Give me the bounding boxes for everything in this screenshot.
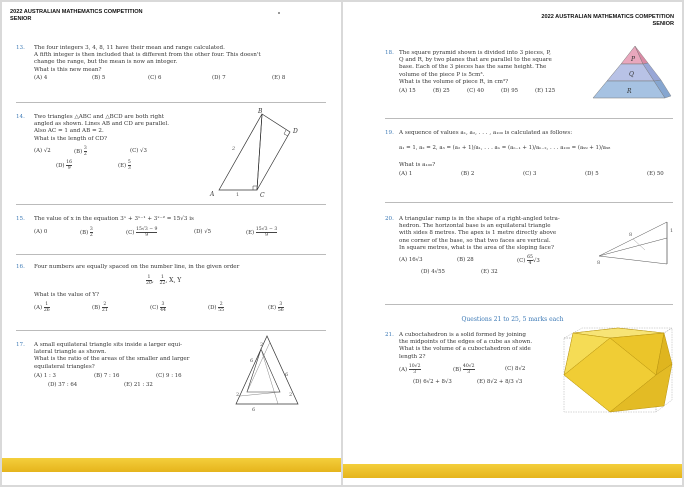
tetrahedron-ramp-diagram <box>593 216 675 270</box>
number-sequence: $\frac{1}{20}$ , $\frac{1}{22}$ , X, Y <box>146 275 182 287</box>
option-a[interactable]: (A) $\frac{1}{26}$ <box>34 302 50 314</box>
question-text: Q and R, by two planes that are parallel to the square <box>399 57 552 64</box>
option-d[interactable]: (D) 95 <box>501 88 519 95</box>
question-20 <box>385 216 595 276</box>
option-b[interactable]: (B) 2 <box>461 170 475 177</box>
option-b[interactable]: (B) $\frac{40√2}{3}$ <box>453 363 475 375</box>
option-e[interactable]: (E) 21 : 32 <box>124 381 153 388</box>
option-a[interactable]: (A) √2 <box>34 147 51 154</box>
question-text: In square metres, what is the area of the sloping face? <box>399 244 554 251</box>
question-13 <box>16 45 326 82</box>
question-number: 13. <box>16 45 25 51</box>
question-text: change the range, but the mean is now an integer. <box>34 59 178 66</box>
question-14 <box>16 114 206 171</box>
option-c[interactable]: (C) 3 <box>523 170 537 177</box>
question-text: lateral triangle as shown. <box>34 349 107 356</box>
option-e[interactable]: (E) 32 <box>481 269 498 276</box>
option-b[interactable]: (B) $\frac{3}{2}$ <box>80 227 93 239</box>
option-e[interactable]: (E) 8 <box>272 74 286 81</box>
division-label: SENIOR <box>652 20 674 27</box>
footer-band <box>2 458 341 472</box>
question-number: 19. <box>385 130 394 136</box>
question-text: with sides 8 metres. The apex is 1 metre directly above <box>399 230 557 237</box>
length-label: 8 <box>629 232 633 238</box>
option-c[interactable]: (C) 9 : 16 <box>156 372 182 379</box>
question-number: 21. <box>385 332 394 338</box>
page-right <box>343 2 682 485</box>
footer-band <box>343 464 682 478</box>
option-d[interactable]: (D) 37 : 64 <box>48 381 78 388</box>
question-text: What is the ratio of the areas of the smaller and larger <box>34 356 190 363</box>
question-text: What is the length of CD? <box>34 135 107 142</box>
option-d[interactable]: (D) $\frac{16}{9}$ <box>56 159 73 171</box>
question-text: A triangular ramp is in the shape of a right-angled tetra- <box>399 216 560 222</box>
question-text: one corner of the base, so that two faces are vertical. <box>399 237 551 244</box>
option-c[interactable]: (C) $\frac{15√3 - 9}{9}$ <box>126 227 158 239</box>
label-q: Q <box>629 71 634 78</box>
question-text: What is the value of Y? <box>34 292 99 299</box>
question-18 <box>385 50 585 95</box>
construction-line <box>261 349 278 404</box>
question-19 <box>385 130 675 178</box>
option-a[interactable]: (A) $\frac{10√2}{3}$ <box>399 363 421 375</box>
question-number: 18. <box>385 50 394 56</box>
pyramid-diagram <box>583 42 673 104</box>
triangle-bcd <box>257 114 290 190</box>
option-e[interactable]: (E) $\frac{3}{56}$ <box>268 302 284 314</box>
option-d[interactable]: (D) 5 <box>585 170 599 177</box>
option-a[interactable]: (A) 4 <box>34 74 48 81</box>
option-e[interactable]: (E) $\frac{15√3 - 3}{9}$ <box>246 227 278 239</box>
option-b[interactable]: (B) 7 : 16 <box>94 372 120 379</box>
question-text: The value of x in the equation 3ˣ + 3ˣ⁻¹ + 3ˣ⁻² = 15√3 is <box>34 216 194 222</box>
option-b[interactable]: (B) $\frac{2}{21}$ <box>92 302 108 314</box>
option-b[interactable]: (B) 28 <box>457 257 474 264</box>
option-c[interactable]: (C) 40 <box>467 88 484 95</box>
question-text: the midpoints of the edges of a cube as shown. <box>399 339 533 346</box>
question-number: 15. <box>16 216 25 222</box>
option-a[interactable]: (A) 15 <box>399 88 416 95</box>
option-c[interactable]: (C) $\frac{65}{4}$ √3 <box>517 255 540 267</box>
option-d[interactable]: (D) √5 <box>194 229 212 236</box>
label-r: R <box>627 88 632 95</box>
length-label: 6 <box>285 372 289 378</box>
divider <box>16 204 326 205</box>
question-text: Two triangles △ABC and △BCD are both right <box>34 114 164 120</box>
question-number: 17. <box>16 342 25 348</box>
sequence-formula: a₁ = 1, a₂ = 2, a₃ = (a₂ + 1)/a₁, . . . aₙ = (aₙ₋₁ + 1)/aₙ₋₂, . . . a₁₀₀ = (a₉₉ + 1)/a₉₈ <box>399 145 611 152</box>
competition-title: 2022 AUSTRALIAN MATHEMATICS COMPETITION <box>541 14 674 20</box>
cuboctahedron-diagram <box>558 324 676 418</box>
length-label: 2 <box>236 392 240 398</box>
option-e[interactable]: (E) $\frac{5}{3}$ <box>118 159 131 171</box>
option-c[interactable]: (C) 6 <box>148 74 162 81</box>
question-text: Four numbers are equally spaced on the number line, in the given order <box>34 264 240 270</box>
length-label: 6 <box>250 358 254 364</box>
page-left <box>2 2 341 485</box>
option-e[interactable]: (E) 125 <box>535 88 556 95</box>
section-heading: Questions 21 to 25, 5 marks each <box>461 316 564 323</box>
division-label: SENIOR <box>10 15 32 22</box>
question-text: A sequence of values a₁, a₂, . . . , a₁₀₀ is calculated as follows: <box>399 130 573 136</box>
length-label: 2 <box>260 342 264 348</box>
page-header <box>10 9 143 22</box>
option-c[interactable]: (C) $\frac{3}{44}$ <box>150 302 166 314</box>
question-text: base. Each of the 3 pieces has the same height. The <box>399 64 547 71</box>
divider <box>16 254 326 255</box>
question-text: What is the volume of piece R, in cm³? <box>399 78 509 85</box>
ramp-slope-edge <box>599 238 667 256</box>
length-label: 1 <box>670 228 674 234</box>
ramp-base <box>599 222 667 264</box>
triangle-abc <box>219 114 262 190</box>
construction-line <box>240 392 280 396</box>
small-triangle <box>247 349 280 392</box>
question-text: Also AC = 1 and AB = 2. <box>34 128 104 135</box>
label-b: B <box>258 108 263 115</box>
option-d[interactable]: (D) 6√2 + 8√3 <box>413 378 452 385</box>
length-label: 2 <box>289 392 293 398</box>
option-b[interactable]: (B) $\frac{3}{2}$ <box>74 145 87 157</box>
question-text: A fifth integer is then included that is different from the other four. This doesn't <box>34 52 261 59</box>
option-a[interactable]: (A) 16√3 <box>399 257 423 264</box>
right-angle-mark <box>284 130 288 136</box>
option-b[interactable]: (B) 5 <box>92 74 106 81</box>
option-d[interactable]: (D) 4√55 <box>421 269 445 276</box>
option-e[interactable]: (E) 8√2 + 8/3 √3 <box>477 378 523 385</box>
label-side-ab: 2 <box>232 146 236 152</box>
question-number: 20. <box>385 216 394 222</box>
question-text: What is the volume of a cuboctahedron of side <box>399 346 531 353</box>
question-text: A small equilateral triangle sits inside a larger equi- <box>34 342 183 348</box>
option-e[interactable]: (E) 50 <box>647 170 664 177</box>
option-d[interactable]: (D) $\frac{2}{55}$ <box>208 302 225 314</box>
print-mark <box>278 12 280 14</box>
question-text: What is a₁₀₀? <box>399 162 436 169</box>
label-a: A <box>210 191 215 198</box>
question-text: volume of the piece P is 5cm³. <box>399 71 485 78</box>
question-16 <box>16 264 326 313</box>
option-d[interactable]: (D) 7 <box>212 74 226 81</box>
question-text: The square pyramid shown is divided into 3 pieces, P, <box>399 50 551 56</box>
divider <box>385 202 673 203</box>
option-b[interactable]: (B) 25 <box>433 88 450 95</box>
label-c: C <box>260 192 265 199</box>
option-a[interactable]: (A) 1 : 3 <box>34 372 56 379</box>
question-number: 14. <box>16 114 25 120</box>
label-p: P <box>631 56 636 63</box>
question-21 <box>385 332 575 386</box>
option-a[interactable]: (A) 0 <box>34 229 48 236</box>
question-text: length 2? <box>399 353 426 360</box>
question-17 <box>16 342 231 389</box>
question-text: A cuboctahedron is a solid formed by joining <box>399 332 526 338</box>
option-a[interactable]: (A) 1 <box>399 170 413 177</box>
label-d: D <box>293 128 298 135</box>
competition-title: 2022 AUSTRALIAN MATHEMATICS COMPETITION <box>10 9 143 15</box>
question-text: The four integers 3, 4, 8, 11 have their mean and range calculated. <box>34 45 225 51</box>
label-side-ac: 1 <box>236 192 240 198</box>
divider <box>385 118 673 119</box>
right-angle-mark <box>253 186 257 190</box>
divider <box>16 102 326 103</box>
length-label: 6 <box>252 407 256 412</box>
nested-triangles-diagram <box>232 332 302 412</box>
option-c[interactable]: (C) √3 <box>130 147 147 154</box>
question-text: angled as shown. Lines AB and CD are parallel. <box>34 121 170 128</box>
page-header <box>541 14 674 27</box>
triangle-abcd-diagram <box>202 106 312 200</box>
question-text: hedron. The horizontal base is an equilateral triangle <box>399 223 551 230</box>
option-c[interactable]: (C) 8√2 <box>505 365 526 372</box>
question-15 <box>16 216 326 238</box>
divider <box>16 330 326 331</box>
question-number: 16. <box>16 264 25 270</box>
length-label: 8 <box>597 260 601 266</box>
question-text: What is this new mean? <box>34 66 102 73</box>
divider <box>385 304 673 305</box>
question-text: equilateral triangles? <box>34 363 95 370</box>
